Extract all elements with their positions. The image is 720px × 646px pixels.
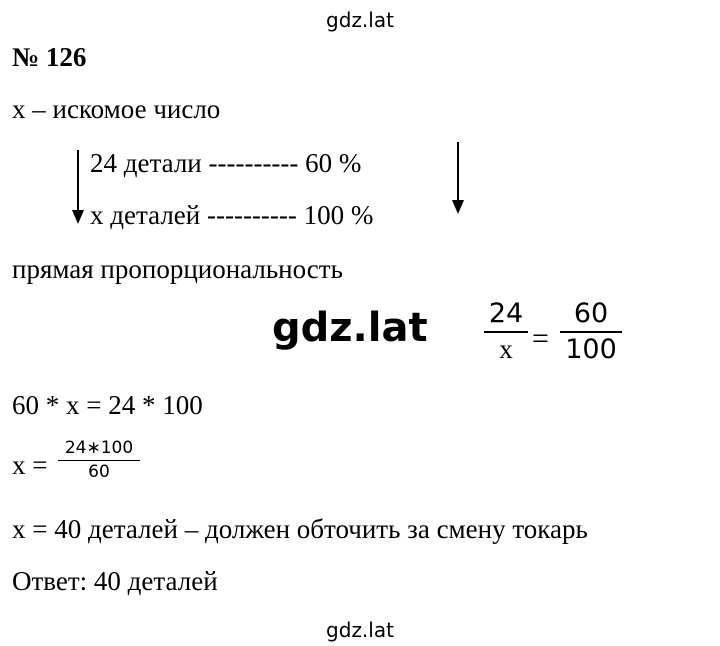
proportion-right-denominator: 100 — [565, 334, 617, 365]
proportion-equals-sign: = — [532, 322, 549, 355]
proportion-right-numerator: 60 — [573, 298, 609, 329]
arrow-down-left-icon — [70, 150, 86, 226]
proportion-left-denominator: x — [499, 334, 513, 364]
watermark-center: gdz.lat — [272, 305, 428, 351]
arrow-down-right-icon — [450, 142, 466, 218]
proportion-left-numerator: 24 — [488, 298, 524, 329]
cross-multiplication-equation: 60 * x = 24 * 100 — [12, 390, 203, 420]
proportion-right-fraction — [560, 300, 622, 363]
x-fraction-denominator: 60 — [88, 462, 110, 482]
given-line-percent: x деталей ---------- 100 % — [90, 200, 374, 230]
problem-number: № 126 — [12, 42, 87, 72]
given-line-parts: 24 детали ---------- 60 % — [90, 148, 362, 178]
proportion-left-fraction — [484, 300, 528, 363]
x-equals-prefix: x = — [12, 450, 48, 480]
relation-type: прямая пропорциональность — [12, 254, 343, 284]
x-fraction-numerator: 24∗100 — [64, 438, 134, 458]
x-fraction — [58, 440, 140, 481]
unknown-definition: x – искомое число — [12, 94, 221, 124]
watermark-bottom: gdz.lat — [326, 618, 394, 642]
result-line: x = 40 деталей – должен обточить за смену токарь — [12, 514, 588, 544]
watermark-top: gdz.lat — [326, 8, 394, 32]
answer-line: Ответ: 40 деталей — [12, 566, 218, 596]
